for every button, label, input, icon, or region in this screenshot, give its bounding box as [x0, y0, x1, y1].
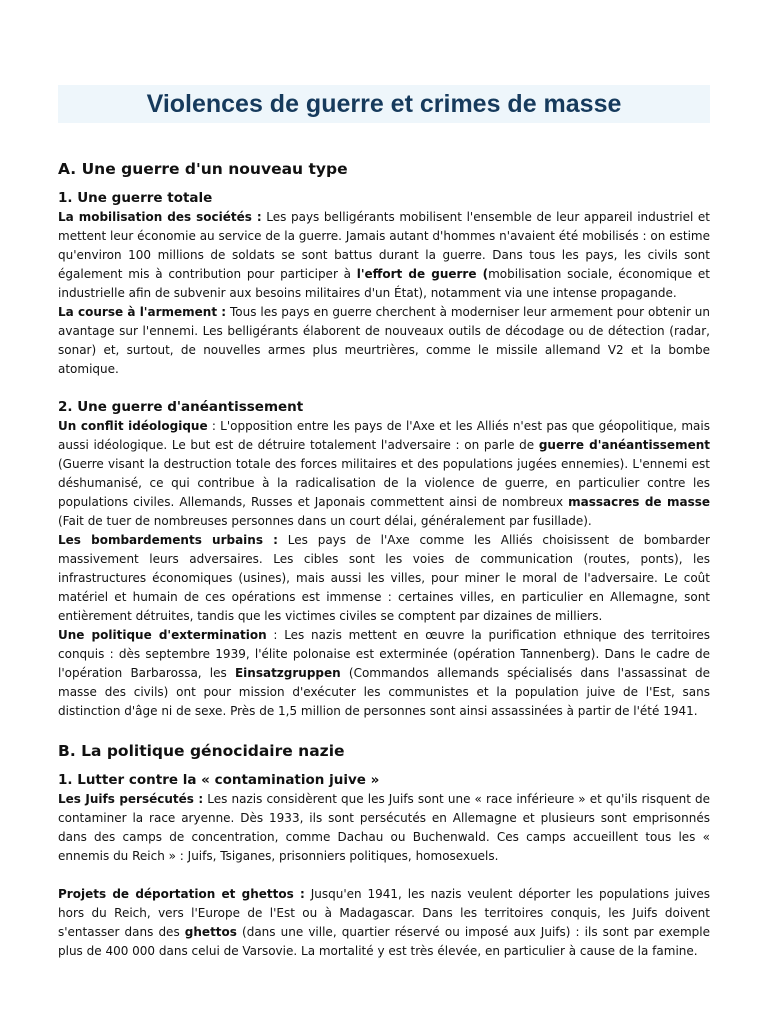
term-ghettos: ghettos	[184, 925, 237, 939]
term-juifs-persecutes: Les Juifs persécutés :	[58, 792, 204, 806]
term-guerre-aneantissement: guerre d'anéantissement	[538, 438, 710, 452]
paragraph-extermination	[58, 626, 710, 721]
title-banner	[58, 85, 710, 123]
paragraph-text: Les nazis considèrent que les Juifs sont une « race inférieure » et qu'ils risquent de contaminer la race aryenne. Dès 1933, ils sont persécutés en Allemagne et plusieurs sont emprisonnés dans des camps de concentration, comme Dachau ou Buchenwald. Ces camps accueillent tous les « ennemis du Reich » : Juifs, Tsiganes, prisonniers politiques, homosexuels.	[58, 792, 710, 863]
paragraph-ghettos	[58, 885, 710, 961]
section-a1-heading: 1. Une guerre totale	[58, 190, 213, 206]
paragraph-bombardements	[58, 531, 710, 626]
term-bombardements: Les bombardements urbains :	[58, 533, 278, 547]
paragraph-armement	[58, 303, 710, 379]
paragraph-text: Tous les pays en guerre cherchent à moderniser leur armement pour obtenir un avantage sur l'ennemi. Les belligérants élaborent de nouveaux outils de décodage ou de détection (radar, sonar) et, surtout, de nouvelles armes plus meurtrières, comme le missile allemand V2 et la bombe atomique.	[58, 305, 710, 376]
term-einsatzgruppen: Einsatzgruppen	[234, 666, 341, 680]
term-conflit-ideologique: Un conflit idéologique	[58, 419, 208, 433]
paragraph-juifs-persecutes	[58, 790, 710, 866]
paragraph-text: Les pays belligérants mobilisent l'ensemble de leur appareil industriel et mettent leur économie au service de la guerre. Jamais autant d'hommes n'avaient été mobilisés : on estime qu'environ 100 millions de soldats se sont battus durant la guerre. Dans tous les pays, les civils sont également mis à contribution pour participer à	[58, 210, 711, 281]
term-deportation-ghettos: Projets de déportation et ghettos :	[58, 887, 305, 901]
paragraph-text: : Les nazis mettent en œuvre la purification ethnique des territoires conquis : dès septembre 1939, l'élite polonaise est exterminée (opération Tannenberg). Dans le cadre de l'opération Barbarossa, les	[58, 628, 710, 680]
document-body	[58, 158, 710, 961]
term-massacres-de-masse: massacres de masse	[568, 495, 711, 509]
paragraph-mobilisation	[58, 208, 710, 303]
paragraph-text: (Commandos allemands spécialisés dans l'assassinat de masse des civils) ont pour mission d'exécuter les communistes et la population juive de l'Est, sans distinction d'âge ni de sexe. Près de 1,5 million de personnes sont ainsi assassinées à partir de l'été 1941.	[58, 666, 710, 718]
paragraph-text: (dans une ville, quartier réservé ou imposé aux Juifs) : ils sont par exemple plus de 400 000 dans celui de Varsovie. La mortalité y est très élevée, en particulier à cause de la famine.	[58, 925, 710, 958]
paragraph-text: Jusqu'en 1941, les nazis veulent déporter les populations juives hors du Reich, vers l'Europe de l'Est ou à Madagascar. Dans les territoires conquis, les Juifs doivent s'entasser dans des	[58, 887, 710, 939]
paragraph-text: Les pays de l'Axe comme les Alliés choisissent de bombarder massivement leurs adversaires. Les cibles sont les voies de communication (routes, ponts), les infrastructures économiques (usines), mais aussi les villes, pour miner le moral de l'adversaire. Le coût matériel et humain de ces opérations est immense : certaines villes, en particulier en Allemagne, sont entièrement détruites, tandis que les victimes civiles se comptent par dizaines de milliers.	[58, 533, 710, 623]
paragraph-text: mobilisation sociale, économique et industrielle afin de subvenir aux besoins militaires d'un État), notamment via une intense propagande.	[58, 267, 710, 300]
section-b1-heading: 1. Lutter contre la « contamination juive »	[58, 772, 380, 788]
paragraph-text: (Guerre visant la destruction totale des forces militaires et des populations jugées ennemies). L'ennemi est déshumanisé, ce qui contribue à la radicalisation de la violence de guerre, en particulier contre les populations civiles. Allemands, Russes et Japonais commettent ainsi de nombreux	[58, 457, 710, 509]
term-course-armement: La course à l'armement :	[58, 305, 227, 319]
section-a2-heading: 2. Une guerre d'anéantissement	[58, 399, 304, 415]
page-title: Violences de guerre et crimes de masse	[146, 89, 622, 118]
paragraph-text: (Fait de tuer de nombreuses personnes dans un court délai, généralement par fusillade).	[58, 514, 592, 528]
section-a-heading: A. Une guerre d'un nouveau type	[58, 160, 348, 178]
paragraph-text: : L'opposition entre les pays de l'Axe et les Alliés n'est pas que géopolitique, mais aussi idéologique. Le but est de détruire totalement l'adversaire : on parle de	[58, 419, 710, 452]
section-b-heading: B. La politique génocidaire nazie	[58, 742, 345, 760]
paragraph-conflit-ideologique	[58, 417, 710, 531]
term-mobilisation: La mobilisation des sociétés :	[58, 210, 262, 224]
term-effort-de-guerre: l'effort de guerre (	[356, 267, 489, 281]
term-extermination: Une politique d'extermination	[58, 628, 267, 642]
